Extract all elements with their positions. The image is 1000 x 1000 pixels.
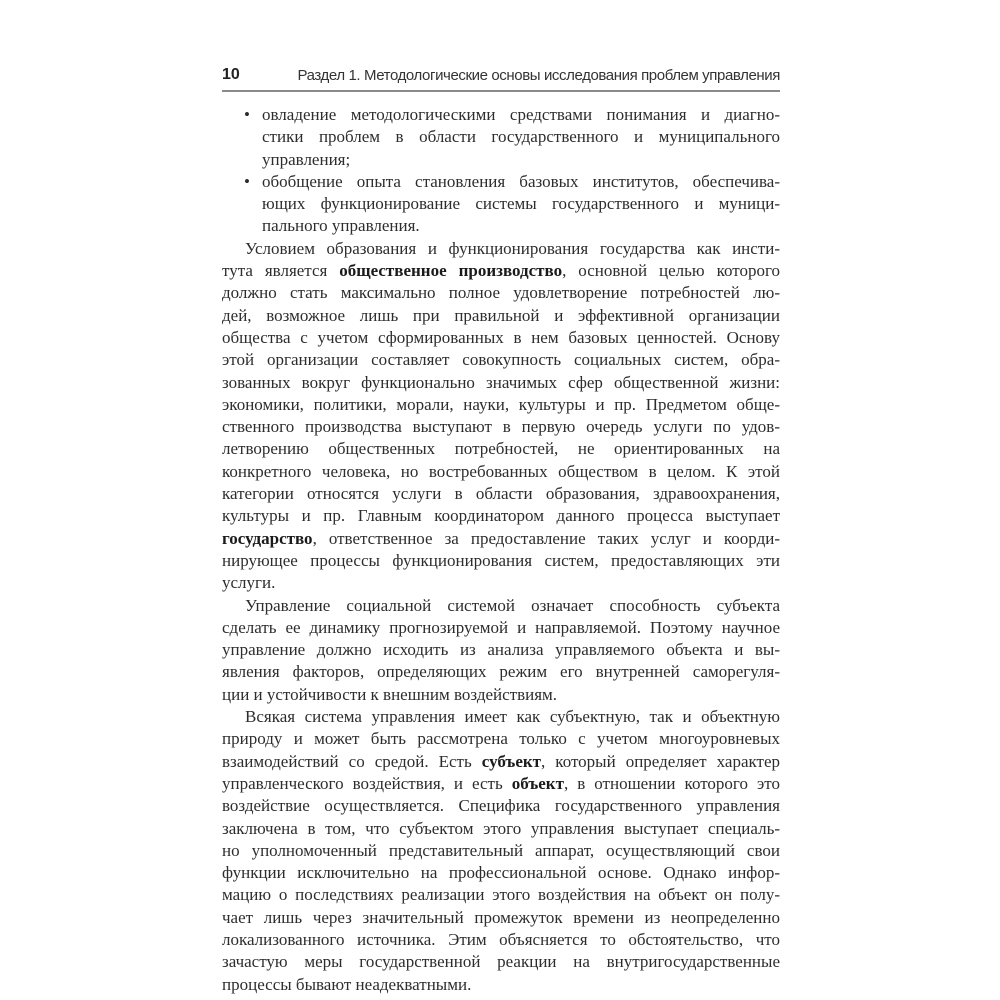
- text-span: Управление социальной системой означает способность субъекта: [245, 595, 780, 615]
- bullet-item: [222, 171, 780, 238]
- text-span: услуги.: [222, 573, 276, 593]
- text-span: мацию о последствиях реализации этого воздействия на объект он полу-: [222, 885, 780, 905]
- text-line: [262, 126, 780, 148]
- text-line: [222, 572, 780, 594]
- text-span: взаимодействий со средой. Есть: [222, 751, 482, 771]
- text-span: зачастую меры государственной реакции на внутригосударственные: [222, 952, 780, 972]
- running-title: Раздел 1. Методологические основы исследования проблем управления: [297, 67, 780, 84]
- text-line: [222, 327, 780, 349]
- text-line: [262, 104, 780, 126]
- text-span: локализованного источника. Этим объясняется то обстоятельство, что: [222, 929, 780, 949]
- text-span: Всякая система управления имеет как субъектную, так и объектную: [245, 707, 780, 727]
- text-line: [222, 260, 780, 282]
- text-span: явления факторов, определяющих режим его внутренней саморегуля-: [222, 662, 780, 682]
- text-span: стики проблем в области государственного и муниципального: [262, 127, 780, 147]
- bold-term: объект: [511, 773, 564, 793]
- text-line: [222, 728, 780, 750]
- text-line: [222, 951, 780, 973]
- text-span: , в отношении которого это: [563, 773, 780, 793]
- text-span: заключена в том, что субъектом этого управления выступает специаль-: [222, 818, 780, 838]
- text-line: [222, 639, 780, 661]
- text-span: воздействие осуществляется. Специфика государственного управления: [222, 796, 780, 816]
- text-span: ющих функционирование системы государственного и муници-: [262, 194, 780, 214]
- text-line: [222, 661, 780, 683]
- text-span: конкретного человека, но востребованных обществом в целом. К этой: [222, 461, 780, 481]
- text-span: общества с учетом сформированных в нем базовых ценностей. Основу: [222, 327, 780, 347]
- text-span: этой организации составляет совокупность социальных систем, обра-: [222, 350, 780, 370]
- text-line: [222, 751, 780, 773]
- text-line: [222, 974, 780, 996]
- text-span: , который определяет характер: [541, 751, 780, 771]
- text-line: [222, 884, 780, 906]
- text-line: [222, 305, 780, 327]
- text-span: зованных вокруг функционально значимых сфер общественной жизни:: [222, 372, 780, 392]
- text-span: природу и может быть рассмотрена только с учетом многоуровневых: [222, 729, 780, 749]
- text-line: [222, 349, 780, 371]
- bullet-icon: •: [244, 105, 250, 124]
- text-line: [222, 438, 780, 460]
- text-line: [222, 929, 780, 951]
- text-span: функции исключительно на профессиональной основе. Однако инфор-: [222, 863, 780, 883]
- text-span: , основной целью которого: [562, 261, 780, 281]
- text-line: [262, 149, 780, 171]
- text-span: должно стать максимально полное удовлетворение потребностей лю-: [222, 283, 780, 303]
- text-line: [222, 773, 780, 795]
- text-line: [222, 862, 780, 884]
- text-line: [222, 528, 780, 550]
- text-span: экономики, политики, морали, науки, культуры и пр. Предметом обще-: [222, 394, 780, 414]
- text-span: управление должно исходить из анализа управляемого объекта и вы-: [222, 640, 780, 660]
- text-span: культуры и пр. Главным координатором данного процесса выступает: [222, 506, 780, 526]
- text-line: [262, 215, 780, 237]
- text-span: летворению общественных потребностей, не ориентированных на: [222, 439, 780, 459]
- bold-term: общественное производство: [339, 261, 563, 281]
- text-span: ции и устойчивости к внешним воздействиям.: [222, 684, 558, 704]
- text-line: [222, 461, 780, 483]
- text-line: [262, 171, 780, 193]
- text-span: ственного производства выступают в первую очередь услуги по удов-: [222, 417, 780, 437]
- text-span: дей, возможное лишь при правильной и эффективной организации: [222, 305, 780, 325]
- text-line: [222, 706, 780, 728]
- text-line: [222, 840, 780, 862]
- text-span: сделать ее динамику прогнозируемой и направляемой. Поэтому научное: [222, 617, 780, 637]
- text-span: тута является: [222, 261, 340, 281]
- text-span: пального управления.: [262, 216, 420, 236]
- text-span: обобщение опыта становления базовых институтов, обеспечива-: [262, 171, 780, 191]
- running-header: [222, 64, 780, 92]
- text-line: [222, 595, 780, 617]
- page-body: [222, 104, 780, 996]
- text-line: [222, 617, 780, 639]
- paragraph: [222, 706, 780, 996]
- text-line: [222, 416, 780, 438]
- text-line: [222, 795, 780, 817]
- text-span: категории относятся услуги в области образования, здравоохранения,: [222, 484, 780, 504]
- paragraph: [222, 595, 780, 706]
- text-span: нирующее процессы функционирования систем, предоставляющих эти: [222, 550, 780, 570]
- text-span: процессы бывают неадекватными.: [222, 974, 472, 994]
- text-line: [222, 818, 780, 840]
- text-line: [262, 193, 780, 215]
- bullet-icon: •: [244, 171, 250, 191]
- text-span: , ответственное за предоставление таких услуг и коорди-: [312, 528, 780, 548]
- bullet-item: [222, 104, 780, 171]
- page-number: 10: [222, 66, 240, 83]
- text-line: [222, 483, 780, 505]
- text-line: [222, 907, 780, 929]
- paragraph: [222, 238, 780, 595]
- bold-term: субъект: [481, 751, 542, 771]
- text-span: чает лишь через значительный промежуток времени из неопределенно: [222, 907, 780, 927]
- text-line: [222, 282, 780, 304]
- text-line: [222, 505, 780, 527]
- text-line: [222, 684, 780, 706]
- text-span: овладение методологическими средствами понимания и диагно-: [262, 105, 780, 124]
- text-line: [222, 550, 780, 572]
- text-span: управленческого воздействия, и есть: [222, 773, 512, 793]
- text-span: Условием образования и функционирования государства как инсти-: [245, 238, 780, 258]
- text-line: [222, 372, 780, 394]
- bold-term: государство: [222, 528, 313, 548]
- text-line: [222, 394, 780, 416]
- text-span: но уполномоченный представительный аппарат, осуществляющий свои: [222, 840, 780, 860]
- text-span: управления;: [262, 149, 351, 169]
- text-line: [222, 238, 780, 260]
